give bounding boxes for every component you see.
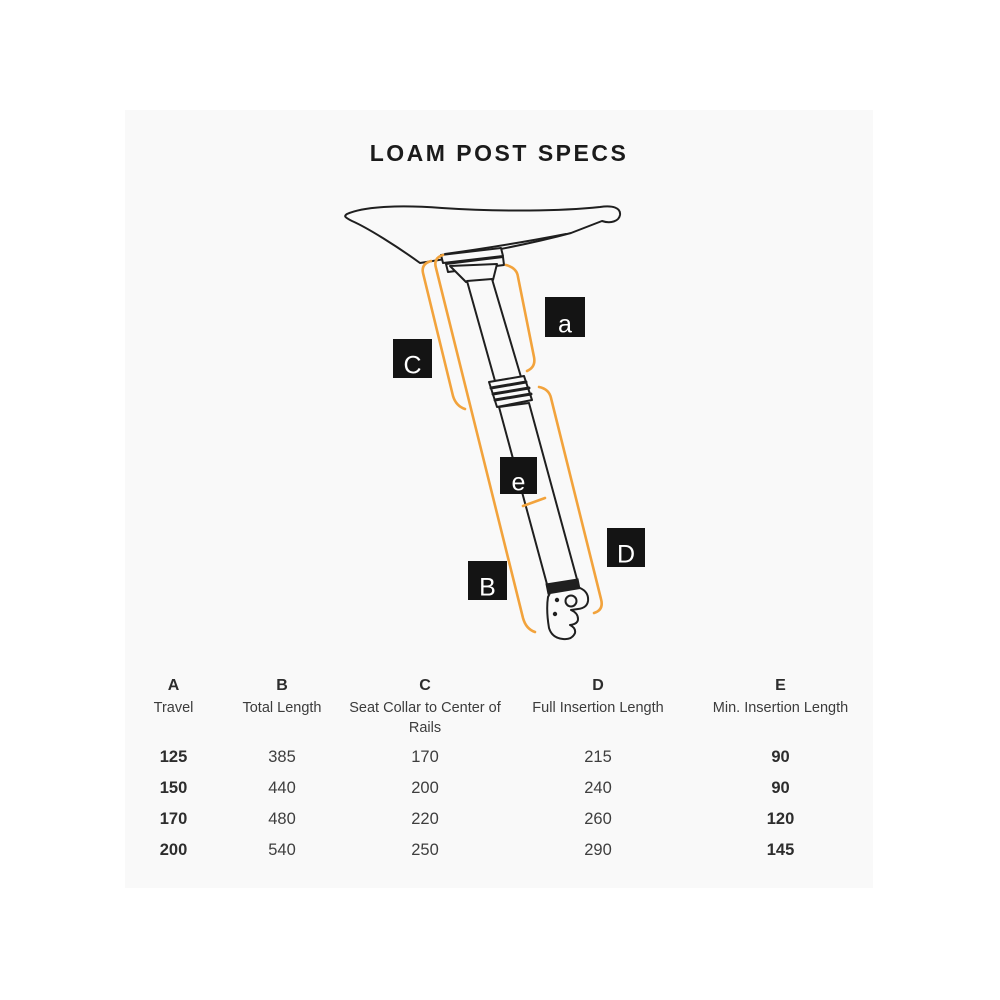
table-cell: 145 [766, 841, 795, 859]
table-cell: 240 [584, 779, 612, 797]
table-cell: 480 [268, 810, 296, 828]
column-label: Full Insertion Length [532, 700, 664, 716]
label-letter-e: e [511, 468, 526, 497]
spec-column-d [508, 676, 688, 866]
table-cell: 290 [584, 841, 612, 859]
label-letter-b: B [479, 573, 496, 602]
spec-column-e [688, 676, 873, 866]
upper-tube [467, 279, 521, 381]
table-cell: 540 [268, 841, 296, 859]
label-letter-a: a [558, 310, 572, 339]
table-cell: 200 [411, 779, 439, 797]
bolt-dot [553, 612, 557, 616]
table-cell: 120 [766, 810, 795, 828]
table-cell: 440 [268, 779, 296, 797]
table-cell: 170 [411, 748, 439, 766]
seal-collar [489, 376, 532, 407]
column-letter: E [775, 677, 786, 694]
bracket-c [423, 261, 465, 409]
table-cell: 125 [159, 748, 188, 766]
spec-column-c [342, 676, 508, 866]
table-cell: 90 [771, 748, 790, 766]
bolt-dot [555, 598, 559, 602]
label-letter-c: C [403, 351, 422, 380]
table-cell: 220 [411, 810, 439, 828]
column-label: Min. Insertion Length [712, 700, 849, 716]
column-label: Total Length [242, 700, 322, 716]
table-cell: 150 [159, 779, 188, 797]
column-letter: A [167, 677, 180, 694]
table-cell: 385 [268, 748, 296, 766]
spec-column-b [222, 676, 342, 866]
spec-table [125, 676, 873, 866]
page-title: LOAM POST SPECS [369, 140, 629, 166]
table-cell: 170 [159, 810, 188, 828]
label-letter-d: D [616, 540, 636, 569]
table-cell: 90 [771, 779, 790, 797]
spec-column-a [125, 676, 222, 866]
table-cell: 215 [584, 748, 612, 766]
cable-actuator [546, 579, 588, 639]
column-letter: B [276, 677, 288, 694]
saddle-clamp [441, 248, 504, 282]
column-letter: C [419, 677, 431, 694]
table-cell: 200 [159, 841, 188, 859]
table-cell: 250 [411, 841, 439, 859]
column-label: Travel [153, 700, 194, 716]
table-cell: 260 [584, 810, 612, 828]
seatpost-diagram [300, 180, 700, 660]
column-label: Seat Collar to Center of Rails [349, 700, 501, 736]
column-letter: D [592, 677, 604, 694]
